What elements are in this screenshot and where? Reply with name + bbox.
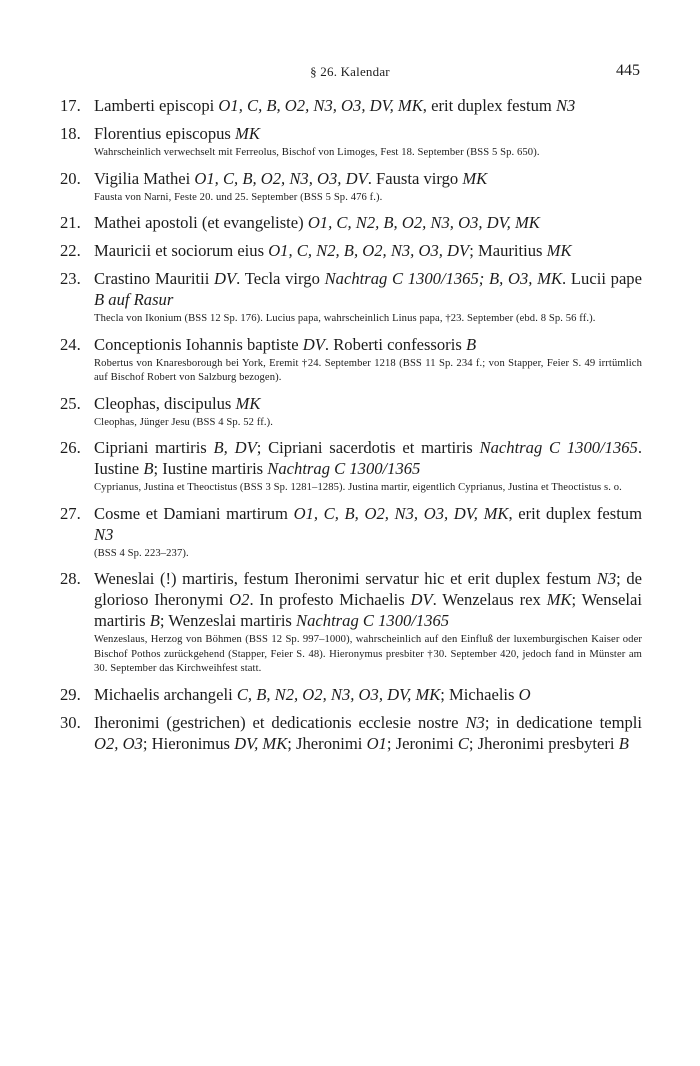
manuscript-siglum: N3 xyxy=(465,712,485,732)
manuscript-siglum: B xyxy=(149,611,160,630)
entry-text: Lamberti episcopi O1, C, B, O2, N3, O3, DV, MK, erit duplex festum N3 xyxy=(94,96,576,115)
manuscript-siglum: C, B, N2, O2, N3, O3, DV, MK xyxy=(236,684,441,704)
entry-line xyxy=(60,168,642,189)
entry-text: Cosme et Damiani martirum O1, C, B, O2, N3, O3, DV, MK, erit duplex festum N3 xyxy=(94,503,643,544)
calendar-entries xyxy=(60,95,642,761)
calendar-entry xyxy=(60,240,642,261)
manuscript-siglum: DV, MK xyxy=(234,733,288,753)
entry-text: Conceptionis Iohannis baptiste DV. Roberti confessoris B xyxy=(94,334,477,354)
calendar-entry xyxy=(60,268,642,327)
entry-text: Mauricii et sociorum eius O1, C, N2, B, O2, N3, O3, DV; Mauritius MK xyxy=(94,241,572,260)
entry-line xyxy=(60,437,642,479)
entry-number: 26. xyxy=(60,438,81,457)
entry-number: 17. xyxy=(60,96,81,115)
manuscript-siglum: O1, C, N2, B, O2, N3, O3, DV xyxy=(268,241,470,260)
manuscript-siglum: N3 xyxy=(596,569,617,588)
page-header xyxy=(60,62,640,82)
entry-line xyxy=(60,95,642,116)
entry-line xyxy=(60,712,642,754)
entry-text: Weneslai (!) martiris, festum Iheronimi servatur hic et erit duplex festum N3; de glorioso Iheronymi O2. In profesto Michaelis DV. Wenzelaus rex MK; Wenselai martiris B; Wenzeslai martiris Nachtrag C 1300/1365 xyxy=(94,569,643,630)
entry-note: Cleophas, Jünger Jesu (BSS 4 Sp. 52 ff.). xyxy=(94,416,273,428)
manuscript-siglum: DV xyxy=(214,269,237,288)
entry-line xyxy=(60,212,642,233)
entry-text: Vigilia Mathei O1, C, B, O2, N3, O3, DV. Fausta virgo MK xyxy=(94,168,488,188)
manuscript-siglum: B, DV xyxy=(213,438,257,457)
entry-text: Michaelis archangeli C, B, N2, O2, N3, O3, DV, MK; Michaelis O xyxy=(94,684,531,704)
entry-note: Cyprianus, Justina et Theoctistus (BSS 3 Sp. 1281–1285). Justina martir, eigentlich Cyprianus, Justina et Theoctistus s. o. xyxy=(94,482,622,493)
manuscript-siglum: B xyxy=(143,459,154,478)
manuscript-siglum: Nachtrag C 1300/1365 xyxy=(267,459,421,478)
manuscript-siglum: O1, C, B, O2, N3, O3, DV xyxy=(194,168,368,188)
calendar-entry xyxy=(60,437,642,496)
page-number: 445 xyxy=(616,62,640,79)
manuscript-siglum: O xyxy=(518,684,531,704)
entry-line xyxy=(60,393,642,414)
entry-note: Wahrscheinlich verwechselt mit Ferreolus, Bischof von Limoges, Fest 18. September (BSS 5 Sp. 650). xyxy=(94,147,540,158)
manuscript-siglum: B xyxy=(465,334,477,354)
manuscript-siglum: O1, C, B, O2, N3, O3, DV, MK xyxy=(218,96,423,115)
calendar-entry xyxy=(60,393,642,431)
entry-number: 25. xyxy=(60,393,81,413)
entry-line xyxy=(60,568,642,631)
manuscript-siglum: MK xyxy=(546,590,572,609)
manuscript-siglum: MK xyxy=(462,168,488,188)
manuscript-siglum: Nachtrag C 1300/1365 xyxy=(296,611,450,630)
calendar-entry xyxy=(60,712,642,754)
entry-text: Florentius episcopus MK xyxy=(94,124,260,143)
manuscript-siglum: O1, C, B, O2, N3, O3, DV, MK xyxy=(293,503,509,523)
entry-line xyxy=(60,684,642,705)
entry-text: Mathei apostoli (et evangeliste) O1, C, N2, B, O2, N3, O3, DV, MK xyxy=(94,213,540,232)
entry-line xyxy=(60,123,642,144)
calendar-entry xyxy=(60,684,642,705)
manuscript-siglum: B auf Rasur xyxy=(94,290,174,309)
manuscript-siglum: DV xyxy=(302,334,325,354)
entry-note: Fausta von Narni, Feste 20. und 25. September (BSS 5 Sp. 476 f.). xyxy=(94,191,383,203)
entry-note: Wenzeslaus, Herzog von Böhmen (BSS 12 Sp. 997–1000), wahrscheinlich auf den Einfluß der luxemburgischen Kaiser oder Bischof Pothos zurückgehend (Stapper, Feier S. 48). Hieronymus presbiter †30. September 420, jedoch fand in Münster am 30. September das Kirchweihfest statt. xyxy=(94,634,642,674)
manuscript-siglum: N3 xyxy=(94,524,114,544)
entry-line xyxy=(60,503,642,545)
calendar-entry xyxy=(60,95,642,116)
entry-line xyxy=(60,268,642,310)
calendar-entry xyxy=(60,334,642,386)
entry-text: Cipriani martiris B, DV; Cipriani sacerdotis et martiris Nachtrag C 1300/1365. Iustine B; Iustine martiris Nachtrag C 1300/1365 xyxy=(94,438,642,478)
entry-note: Thecla von Ikonium (BSS 12 Sp. 176). Lucius papa, wahrscheinlich Linus papa, †23. September (ebd. 8 Sp. 56 ff.). xyxy=(94,313,596,324)
manuscript-siglum: C xyxy=(457,733,469,753)
entry-number: 23. xyxy=(60,269,81,288)
manuscript-siglum: MK xyxy=(546,241,572,260)
entry-number: 29. xyxy=(60,684,81,704)
entry-number: 30. xyxy=(60,712,81,732)
manuscript-siglum: MK xyxy=(235,124,260,143)
manuscript-siglum: O1 xyxy=(366,733,387,753)
entry-number: 22. xyxy=(60,241,81,260)
manuscript-siglum: O2, O3 xyxy=(94,733,143,753)
manuscript-siglum: Nachtrag C 1300/1365 xyxy=(479,438,638,457)
manuscript-siglum: B xyxy=(618,733,629,753)
calendar-entry xyxy=(60,503,642,562)
entry-note: Robertus von Knaresborough bei York, Eremit †24. September 1218 (BSS 11 Sp. 234 f.; von Stapper, Feier S. 49 irrtümlich auf Bischof Robert von Salzburg bezogen). xyxy=(94,357,642,383)
calendar-entry xyxy=(60,123,642,161)
entry-line xyxy=(60,240,642,261)
running-title: § 26. Kalendar xyxy=(310,64,390,79)
entry-line xyxy=(60,334,642,355)
manuscript-siglum: N3 xyxy=(555,96,576,115)
manuscript-siglum: O2 xyxy=(229,590,250,609)
manuscript-siglum: MK xyxy=(235,393,261,413)
entry-note: (BSS 4 Sp. 223–237). xyxy=(94,547,189,559)
entry-number: 28. xyxy=(60,569,81,588)
manuscript-siglum: O1, C, N2, B, O2, N3, O3, DV, MK xyxy=(307,213,540,232)
calendar-entry xyxy=(60,168,642,206)
entry-number: 24. xyxy=(60,334,81,354)
entry-number: 27. xyxy=(60,503,81,523)
manuscript-siglum: Nachtrag C 1300/1365; B, O3, MK xyxy=(324,269,563,288)
manuscript-siglum: DV xyxy=(410,590,433,609)
entry-text: Crastino Mauritii DV. Tecla virgo Nachtrag C 1300/1365; B, O3, MK. Lucii pape B auf Rasur xyxy=(94,269,642,309)
entry-number: 20. xyxy=(60,168,81,188)
entry-text: Cleophas, discipulus MK xyxy=(94,393,261,413)
entry-number: 21. xyxy=(60,213,81,232)
entry-text: Iheronimi (gestrichen) et dedicationis ecclesie nostre N3; in dedicatione templi O2, O3; Hieronimus DV, MK; Jheronimi O1; Jeronimi C; Jheronimi presbyteri B xyxy=(94,712,643,753)
calendar-entry xyxy=(60,568,642,677)
entry-number: 18. xyxy=(60,124,81,143)
calendar-entry xyxy=(60,212,642,233)
